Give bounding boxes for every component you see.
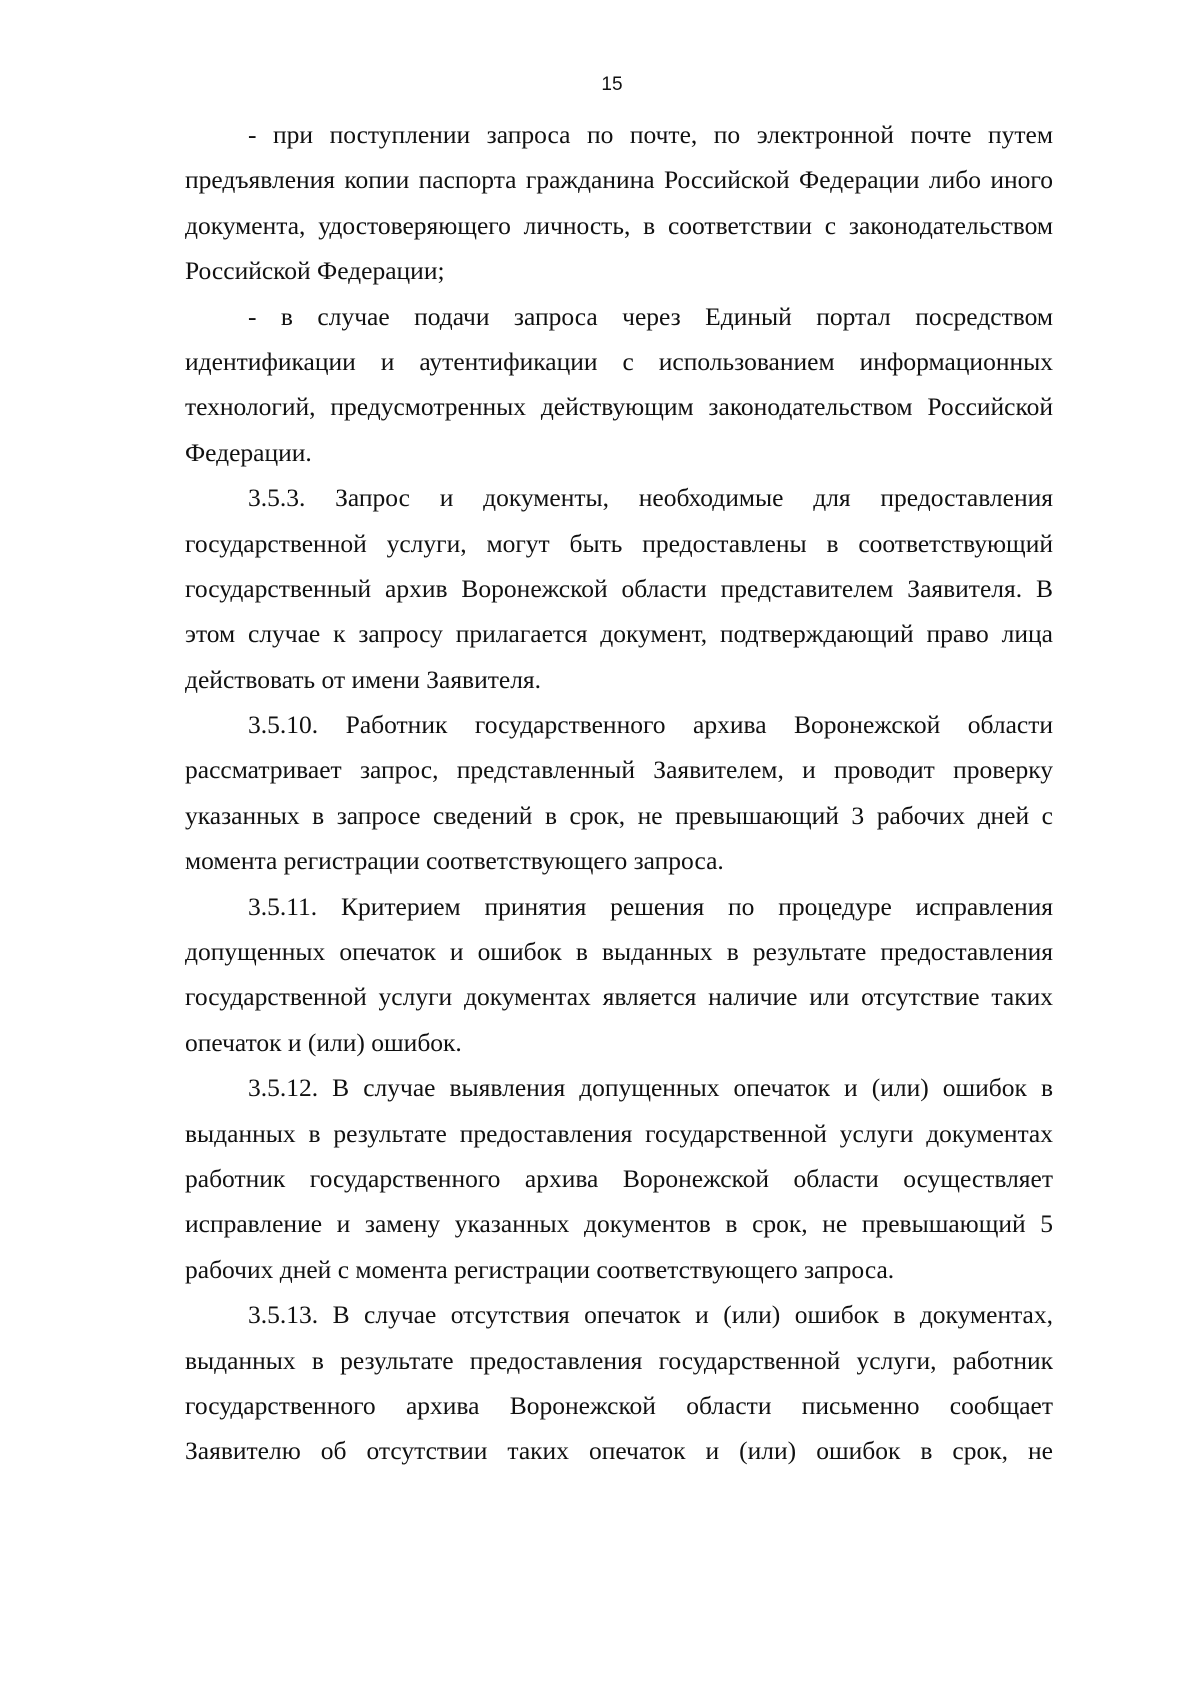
text-line: 3.5.13. В случае отсутствия опечаток и (или) ошибок в документах, <box>248 1300 1053 1330</box>
text-line: - в случае подачи запроса через Единый портал посредством <box>248 301 1053 331</box>
page-number: 15 <box>601 74 623 95</box>
paragraph <box>185 702 1053 884</box>
text-line: этом случае к запросу прилагается документ, подтверждающий право лица <box>185 619 1053 649</box>
text-line: документа, удостоверяющего личность, в соответствии с законодательством <box>185 210 1053 240</box>
paragraph <box>185 294 1053 476</box>
text-line: указанных в запросе сведений в срок, не превышающий 3 рабочих дней с <box>185 800 1053 830</box>
text-line: 3.5.3. Запрос и документы, необходимые для предоставления <box>248 483 1053 513</box>
text-line: выданных в результате предоставления государственной услуги документах <box>185 1118 1053 1148</box>
document-body <box>185 112 1053 1474</box>
paragraph <box>185 475 1053 702</box>
text-line: государственного архива Воронежской области письменно сообщает <box>185 1390 1053 1420</box>
text-line: предъявления копии паспорта гражданина Российской Федерации либо иного <box>185 165 1053 195</box>
text-line: государственной услуги документах является наличие или отсутствие таких <box>185 982 1053 1012</box>
paragraph <box>185 112 1053 294</box>
text-line: допущенных опечаток и ошибок в выданных в результате предоставления <box>185 937 1053 967</box>
text-line: 3.5.12. В случае выявления допущенных опечаток и (или) ошибок в <box>248 1073 1053 1103</box>
text-line: идентификации и аутентификации с использованием информационных <box>185 346 1053 376</box>
text-line: выданных в результате предоставления государственной услуги, работник <box>185 1345 1053 1375</box>
text-line: Российской Федерации; <box>185 256 445 286</box>
paragraph <box>185 884 1053 1066</box>
text-line: - при поступлении запроса по почте, по электронной почте путем <box>248 120 1053 149</box>
text-line: действовать от имени Заявителя. <box>185 664 542 694</box>
text-line: государственной услуги, могут быть предоставлены в соответствующий <box>185 528 1053 558</box>
text-line: 3.5.11. Критерием принятия решения по процедуре исправления <box>248 891 1053 921</box>
text-line: государственный архив Воронежской области представителем Заявителя. В <box>185 573 1053 603</box>
text-line: Заявителю об отсутствии таких опечаток и (или) ошибок в срок, не <box>185 1436 1053 1466</box>
text-line: исправление и замену указанных документов в срок, не превышающий 5 <box>185 1209 1053 1239</box>
text-line: работник государственного архива Воронежской области осуществляет <box>185 1163 1053 1193</box>
text-line: 3.5.10. Работник государственного архива Воронежской области <box>248 710 1053 740</box>
text-line: технологий, предусмотренных действующим законодательством Российской <box>185 392 1053 422</box>
text-line: опечаток и (или) ошибок. <box>185 1027 462 1057</box>
paragraph <box>185 1065 1053 1292</box>
text-line: Федерации. <box>185 437 312 467</box>
text-line: рабочих дней с момента регистрации соответствующего запроса. <box>185 1254 895 1284</box>
paragraph <box>185 1292 1053 1474</box>
text-line: рассматривает запрос, представленный Заявителем, и проводит проверку <box>185 755 1053 785</box>
text-line: момента регистрации соответствующего запроса. <box>185 846 724 876</box>
